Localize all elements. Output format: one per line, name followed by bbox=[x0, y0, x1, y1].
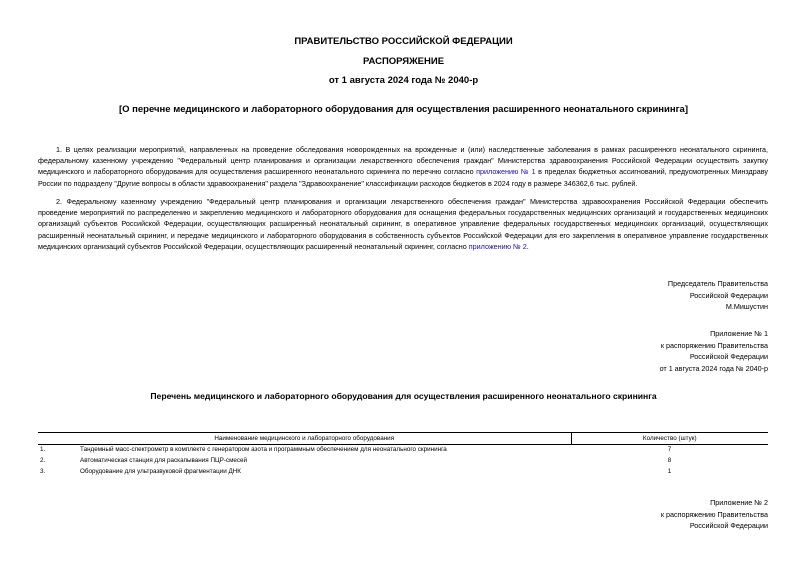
document-type: РАСПОРЯЖЕНИЕ bbox=[362, 56, 445, 67]
signature-country: Российской Федерации bbox=[689, 290, 768, 300]
signature-block bbox=[668, 278, 768, 313]
table-header-row bbox=[38, 433, 768, 445]
paragraph-1-text-b: в пределах бюджетных ассигнований, предусмотренных Минздраву России по подразделу "Другие вопросы в области здравоохранения" раздела "Здравоохранение" классификации расходов бюджетов в 2024 году в размере 346362,6 тыс. рублей. bbox=[38, 167, 768, 188]
paragraph-1 bbox=[38, 144, 768, 189]
table-row bbox=[38, 467, 768, 478]
row-number: 2. bbox=[40, 457, 46, 464]
row-number: 1. bbox=[40, 446, 46, 453]
appendix-1-title: Перечень медицинского и лабораторного оборудования для осуществления расширенного неонатального скрининга bbox=[150, 391, 657, 401]
appendix-2-link[interactable]: приложению № 2 bbox=[468, 241, 527, 251]
signature-position: Председатель Правительства bbox=[667, 279, 768, 288]
appendix-2-ref: к распоряжению Правительства bbox=[660, 509, 768, 519]
paragraph-2 bbox=[38, 196, 768, 252]
appendix-1-link[interactable]: приложению № 1 bbox=[476, 167, 536, 177]
appendix-2-label: Приложение № 2 bbox=[710, 498, 768, 507]
row-quantity: 1 bbox=[667, 468, 672, 475]
row-equipment-name: Оборудование для ультразвуковой фрагментации ДНК bbox=[80, 468, 241, 475]
signature-name: М.Мишустин bbox=[725, 302, 768, 312]
row-quantity: 8 bbox=[667, 457, 672, 464]
appendix-1-country: Российской Федерации bbox=[689, 352, 768, 362]
paragraph-1-text-a: 1. В целях реализации мероприятий, направленных на проведение обследования новорожденных на врожденные и (или) наследственные заболевания в рамках расширенного неонатального скрининга, федеральному казенному учреждению "Федеральный центр планирования и организации лекарственного обеспечения граждан" Министерства здравоохранения Российской Федерации осуществить закупку медицинского и лабораторного оборудования для осуществления расширенного неонатального скрининга по перечню согласно bbox=[38, 145, 768, 177]
appendix-1-header bbox=[660, 328, 768, 374]
row-quantity: 7 bbox=[667, 446, 672, 453]
appendix-1-ref: к распоряжению Правительства bbox=[660, 340, 768, 350]
government-title: ПРАВИТЕЛЬСТВО РОССИЙСКОЙ ФЕДЕРАЦИИ bbox=[294, 36, 513, 47]
row-equipment-name: Тандемный масс-спектрометр в комплекте с генератором азота и программным обеспечением для неонатального скрининга bbox=[80, 446, 447, 453]
appendix-1-label: Приложение № 1 bbox=[710, 329, 768, 338]
paragraph-2-text-a: 2. Федеральному казенному учреждению "Федеральный центр планирования и организации лекарственного обеспечения граждан" Министерства здравоохранения Российской Федерации обеспечить проведение мероприятий по распределению и закреплению медицинского и лабораторного оборудования для оснащения федеральных государственных медицинских организаций и государственных медицинских организаций субъектов Российской Федерации, осуществляющих расширенный неонатальный скрининг, в оперативное управление федеральных государственных медицинских организаций, осуществляющих расширенный неонатальный скрининг, и передаче медицинского и лабораторного оборудования в собственность субъектов Российской Федерации для его закрепления в оперативное управление государственных медицинских организаций субъектов Российской Федерации, осуществляющих расширенный неонатальный скрининг, согласно bbox=[38, 197, 768, 251]
appendix-1-date: от 1 августа 2024 года № 2040-р bbox=[659, 363, 768, 373]
row-equipment-name: Автоматическая станция для раскапывания ПЦР-смесей bbox=[80, 457, 248, 464]
column-header-quantity: Количество (штук) bbox=[571, 433, 768, 445]
document-subject: [О перечне медицинского и лабораторного оборудования для осуществления расширенного неонатального скрининга] bbox=[118, 104, 689, 115]
row-number: 3. bbox=[40, 468, 46, 475]
table-row bbox=[38, 445, 768, 457]
appendix-2-header bbox=[661, 497, 768, 532]
paragraph-2-text-b: . bbox=[526, 241, 529, 251]
column-header-name: Наименование медицинского и лабораторного оборудования bbox=[38, 433, 571, 445]
table-row bbox=[38, 456, 768, 467]
appendix-2-country: Российской Федерации bbox=[689, 521, 768, 531]
equipment-table bbox=[38, 432, 768, 478]
document-date-number: от 1 августа 2024 года № 2040-р bbox=[328, 75, 479, 86]
